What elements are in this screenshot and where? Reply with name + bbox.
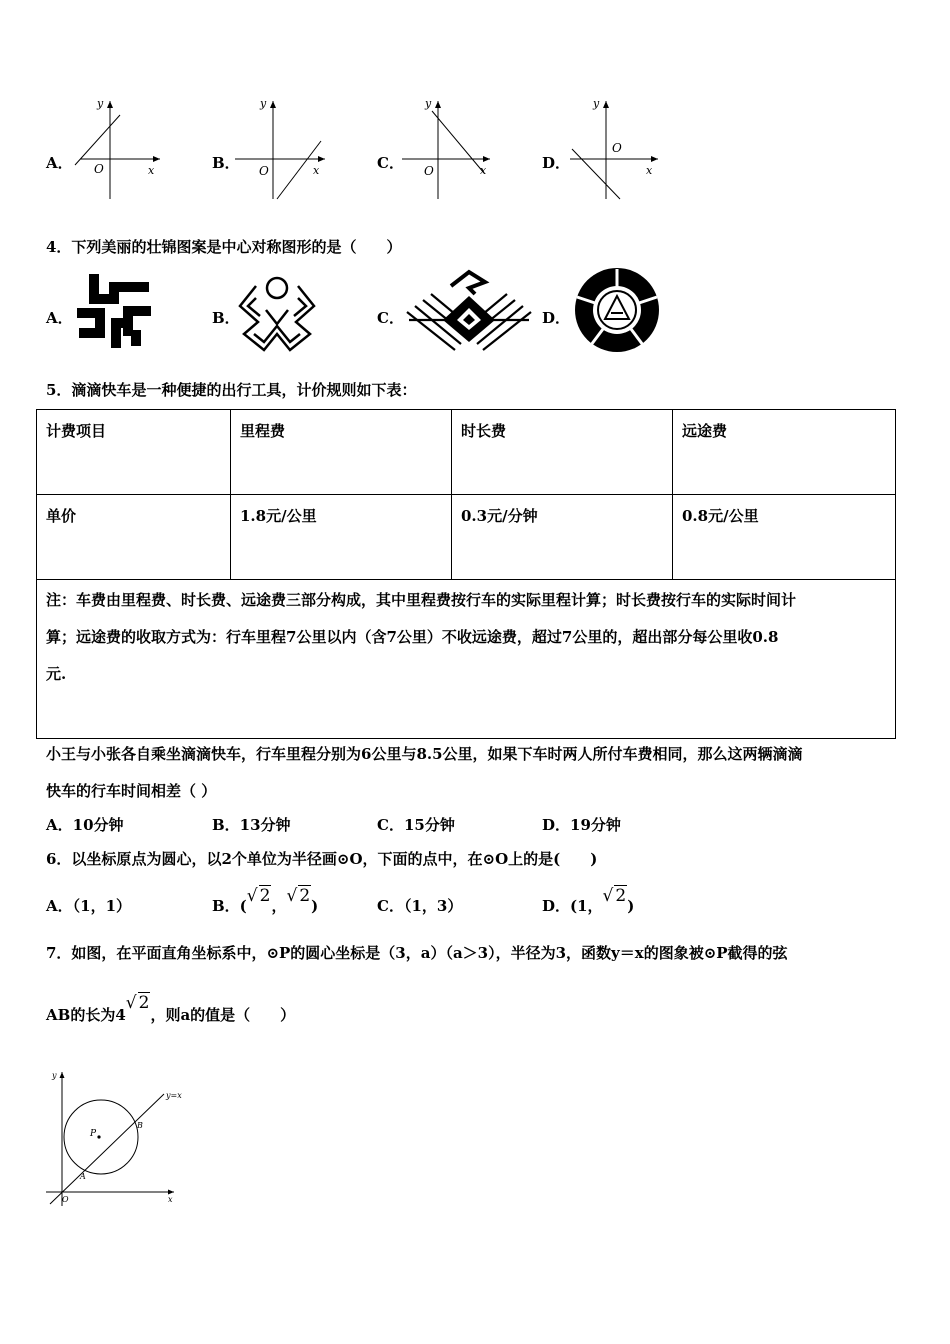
sqrt-radicand: 2 xyxy=(615,886,627,906)
fare-header-time: 时长费 xyxy=(452,410,673,495)
q3-option-c-label: C． xyxy=(377,154,404,172)
svg-text:A: A xyxy=(80,1172,86,1181)
q5-question: 5．滴滴快车是一种便捷的出行工具，计价规则如下表： xyxy=(46,381,417,399)
q6-option-a: A．（1，1） xyxy=(46,897,132,915)
fare-note-line-3: 元. xyxy=(46,665,67,683)
svg-text:O: O xyxy=(424,164,434,178)
q5-option-d: D．19分钟 xyxy=(542,816,621,834)
fare-time-price: 0.3元/分钟 xyxy=(452,495,673,580)
q7-text-line-2-suffix: ，则a的值是（ ） xyxy=(150,1006,296,1024)
q4-option-d-label: D． xyxy=(542,309,571,327)
sqrt-symbol: √ 2 xyxy=(602,886,627,906)
svg-text:O: O xyxy=(94,162,104,176)
q6-option-d-end: ) xyxy=(627,897,635,915)
q5-text-line-2: 快车的行车时间相差（ ） xyxy=(46,782,217,800)
q7-text-line-2-prefix: AB的长为4 xyxy=(46,1006,126,1024)
svg-text:y: y xyxy=(97,97,104,110)
q6-option-c: C．（1，3） xyxy=(377,897,463,915)
q4-pattern-a xyxy=(75,272,153,350)
svg-text:y: y xyxy=(425,97,432,110)
q3-graph-a xyxy=(70,95,165,205)
q3-graph-b xyxy=(235,95,330,205)
q6-option-b-comma: ， xyxy=(271,897,287,915)
fare-note xyxy=(37,580,896,739)
q6-option-b-label: B．( xyxy=(212,897,247,915)
fare-note-line-1: 注：车费由里程费、时长费、远途费三部分构成，其中里程费按行车的实际里程计算；时长费按行车的实际时间计 xyxy=(46,591,797,609)
q4-pattern-c xyxy=(405,268,533,352)
svg-text:y: y xyxy=(52,1071,57,1080)
q7-figure xyxy=(42,1066,192,1212)
sqrt-symbol: √ 2 xyxy=(246,886,271,906)
svg-text:x: x xyxy=(480,164,487,177)
svg-text:B: B xyxy=(137,1121,143,1130)
q3-option-b-label: B． xyxy=(212,154,240,172)
sqrt-symbol: √ 2 xyxy=(286,886,311,906)
fare-distance-price: 0.8元/公里 xyxy=(673,495,896,580)
q5-text-line-1: 小王与小张各自乘坐滴滴快车，行车里程分别为6公里与8.5公里，如果下车时两人所付车费相同，那么这两辆滴滴 xyxy=(46,745,803,763)
q4-option-b-label: B． xyxy=(212,309,240,327)
q3-graph-c xyxy=(400,95,495,205)
fare-note-line-2: 算；远途费的收取方式为：行车里程7公里以内（含7公里）不收远途费，超过7公里的，超出部分每公里收0.8 xyxy=(46,628,779,646)
sqrt-radicand: 2 xyxy=(299,886,311,906)
q6-option-b-end: ) xyxy=(311,897,319,915)
q5-option-c: C．15分钟 xyxy=(377,816,455,834)
fare-header-item: 计费项目 xyxy=(37,410,231,495)
svg-text:x: x xyxy=(313,164,320,177)
q6-option-d xyxy=(542,885,635,915)
svg-text:x: x xyxy=(148,164,155,177)
fare-header-mileage: 里程费 xyxy=(231,410,452,495)
q6-option-b xyxy=(212,885,319,915)
fare-header-distance: 远途费 xyxy=(673,410,896,495)
q5-option-b: B．13分钟 xyxy=(212,816,291,834)
q4-pattern-d xyxy=(573,267,661,353)
svg-text:y: y xyxy=(260,97,267,110)
q4-pattern-b xyxy=(236,270,318,352)
q7-text-line-2 xyxy=(46,992,296,1024)
svg-text:x: x xyxy=(646,164,653,177)
svg-text:y=x: y=x xyxy=(166,1091,182,1100)
q7-text-line-1: 7．如图，在平面直角坐标系中，⊙P的圆心坐标是（3，a）（a＞3），半径为3，函数y＝x的图象被⊙P截得的弦 xyxy=(46,944,788,962)
q3-option-a-label: A． xyxy=(46,154,73,172)
svg-text:O: O xyxy=(259,164,269,178)
fare-mileage-price: 1.8元/公里 xyxy=(231,495,452,580)
q6-question: 6．以坐标原点为圆心，以2个单位为半径画⊙O，下面的点中，在⊙O上的是( ) xyxy=(46,850,598,868)
q4-question: 4．下列美丽的壮锦图案是中心对称图形的是（ ） xyxy=(46,238,402,256)
q6-option-d-label: D．(1， xyxy=(542,897,603,915)
q4-option-a-label: A． xyxy=(46,309,73,327)
svg-text:O: O xyxy=(612,141,622,155)
q3-option-d-label: D． xyxy=(542,154,571,172)
svg-text:y: y xyxy=(593,97,600,110)
svg-text:O: O xyxy=(62,1195,69,1204)
sqrt-radicand: 2 xyxy=(138,993,150,1013)
svg-text:P: P xyxy=(90,1129,97,1139)
svg-text:x: x xyxy=(168,1195,173,1204)
sqrt-radicand: 2 xyxy=(259,886,271,906)
q3-graph-d xyxy=(568,95,663,205)
fare-table xyxy=(36,409,896,739)
q4-option-c-label: C． xyxy=(377,309,404,327)
fare-row-label: 单价 xyxy=(37,495,231,580)
sqrt-symbol: √ 2 xyxy=(125,993,150,1013)
q5-option-a: A．10分钟 xyxy=(46,816,124,834)
